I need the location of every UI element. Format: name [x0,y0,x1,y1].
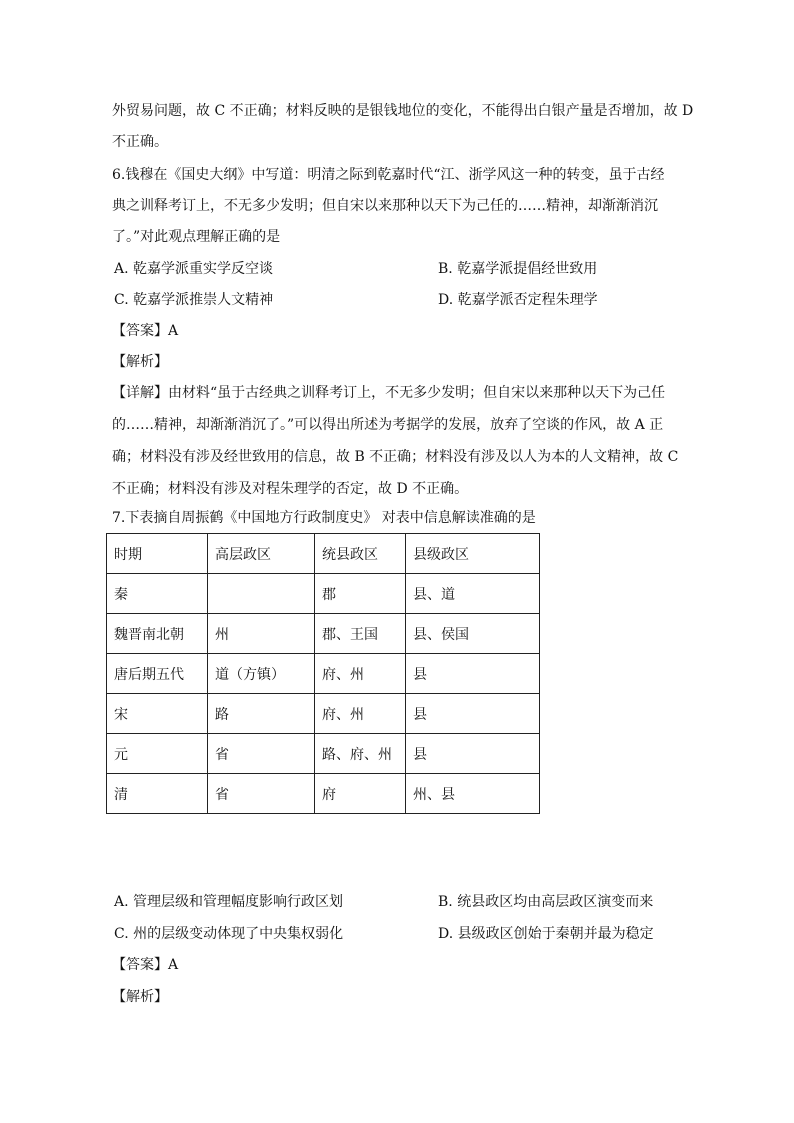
table-cell: 州 [208,614,315,654]
table-header-cell: 时期 [107,534,208,574]
q6-detail: 确；材料没有涉及经世致用的信息，故 B 不正确；材料没有涉及以人为本的人文精神，故 C [112,449,679,465]
table-row [107,614,540,654]
table-cell: 路、府、州 [315,734,406,774]
table-cell: 郡 [315,574,406,614]
q7-option-a: A. 管理层级和管理幅度影响行政区划 [114,894,344,910]
table-header-row [107,534,540,574]
q6-option-a: A. 乾嘉学派重实学反空谈 [114,261,274,277]
text-line: 外贸易问题，故 C 不正确；材料反映的是银钱地位的变化，不能得出白银产量是否增加，故 D [112,103,694,119]
q7-option-b: B. 统县政区均由高层政区演变而来 [438,894,654,910]
table-cell: 唐后期五代 [107,654,208,694]
table-cell: 清 [107,774,208,814]
table-cell: 郡、王国 [315,614,406,654]
q7-option-c: C. 州的层级变动体现了中央集权弱化 [114,926,344,942]
table-cell: 府、州 [315,654,406,694]
table-header-cell: 县级政区 [406,534,540,574]
question-6-stem: 典之训释考订上，不无多少发明；但自宋以来那种以天下为己任的……精神，却渐渐消沉 [112,198,658,214]
table-cell: 元 [107,734,208,774]
q7-option-d: D. 县级政区创始于秦朝并最为稳定 [438,926,654,942]
table-row [107,574,540,614]
table-cell: 县 [406,694,540,734]
table-cell: 路 [208,694,315,734]
table-cell: 秦 [107,574,208,614]
q6-option-c: C. 乾嘉学派推崇人文精神 [114,292,274,308]
table-cell: 县 [406,734,540,774]
table-cell: 宋 [107,694,208,734]
question-6-stem: 6.钱穆在《国史大纲》中写道：明清之际到乾嘉时代“江、浙学风这一种的转变，虽于古经 [112,167,665,183]
q6-answer: 【答案】A [112,323,179,339]
q6-detail: 的……精神，却渐渐消沉了。”可以得出所述为考据学的发展，放弃了空谈的作风，故 A 正 [112,417,664,433]
table-cell: 府 [315,774,406,814]
table-cell: 魏晋南北朝 [107,614,208,654]
q6-option-b: B. 乾嘉学派提倡经世致用 [438,261,598,277]
q6-detail: 【详解】由材料“虽于古经典之训释考订上，不无多少发明；但自宋以来那种以天下为己任 [112,385,666,401]
text-line: 不正确。 [112,134,168,150]
table-cell: 省 [208,734,315,774]
table-cell: 县、道 [406,574,540,614]
table-cell: 道（方镇） [208,654,315,694]
table-cell: 府、州 [315,694,406,734]
table-header-cell: 统县政区 [315,534,406,574]
q7-answer: 【答案】A [112,957,179,973]
question-6-stem: 了。”对此观点理解正确的是 [112,229,281,245]
table-header-cell: 高层政区 [208,534,315,574]
table-cell: 县、侯国 [406,614,540,654]
table-cell [208,574,315,614]
table-cell: 省 [208,774,315,814]
table-row [107,734,540,774]
admin-division-table [106,533,540,814]
table-row [107,694,540,734]
table-row [107,654,540,694]
q6-analysis-label: 【解析】 [112,354,168,370]
q6-detail: 不正确；材料没有涉及对程朱理学的否定，故 D 不正确。 [112,481,469,497]
table-cell: 县 [406,654,540,694]
q6-option-d: D. 乾嘉学派否定程朱理学 [438,292,598,308]
q7-analysis-label: 【解析】 [112,989,168,1005]
table-row [107,774,540,814]
question-7-stem: 7.下表摘自周振鹤《中国地方行政制度史》 对表中信息解读准确的是 [112,510,536,526]
table-cell: 州、县 [406,774,540,814]
